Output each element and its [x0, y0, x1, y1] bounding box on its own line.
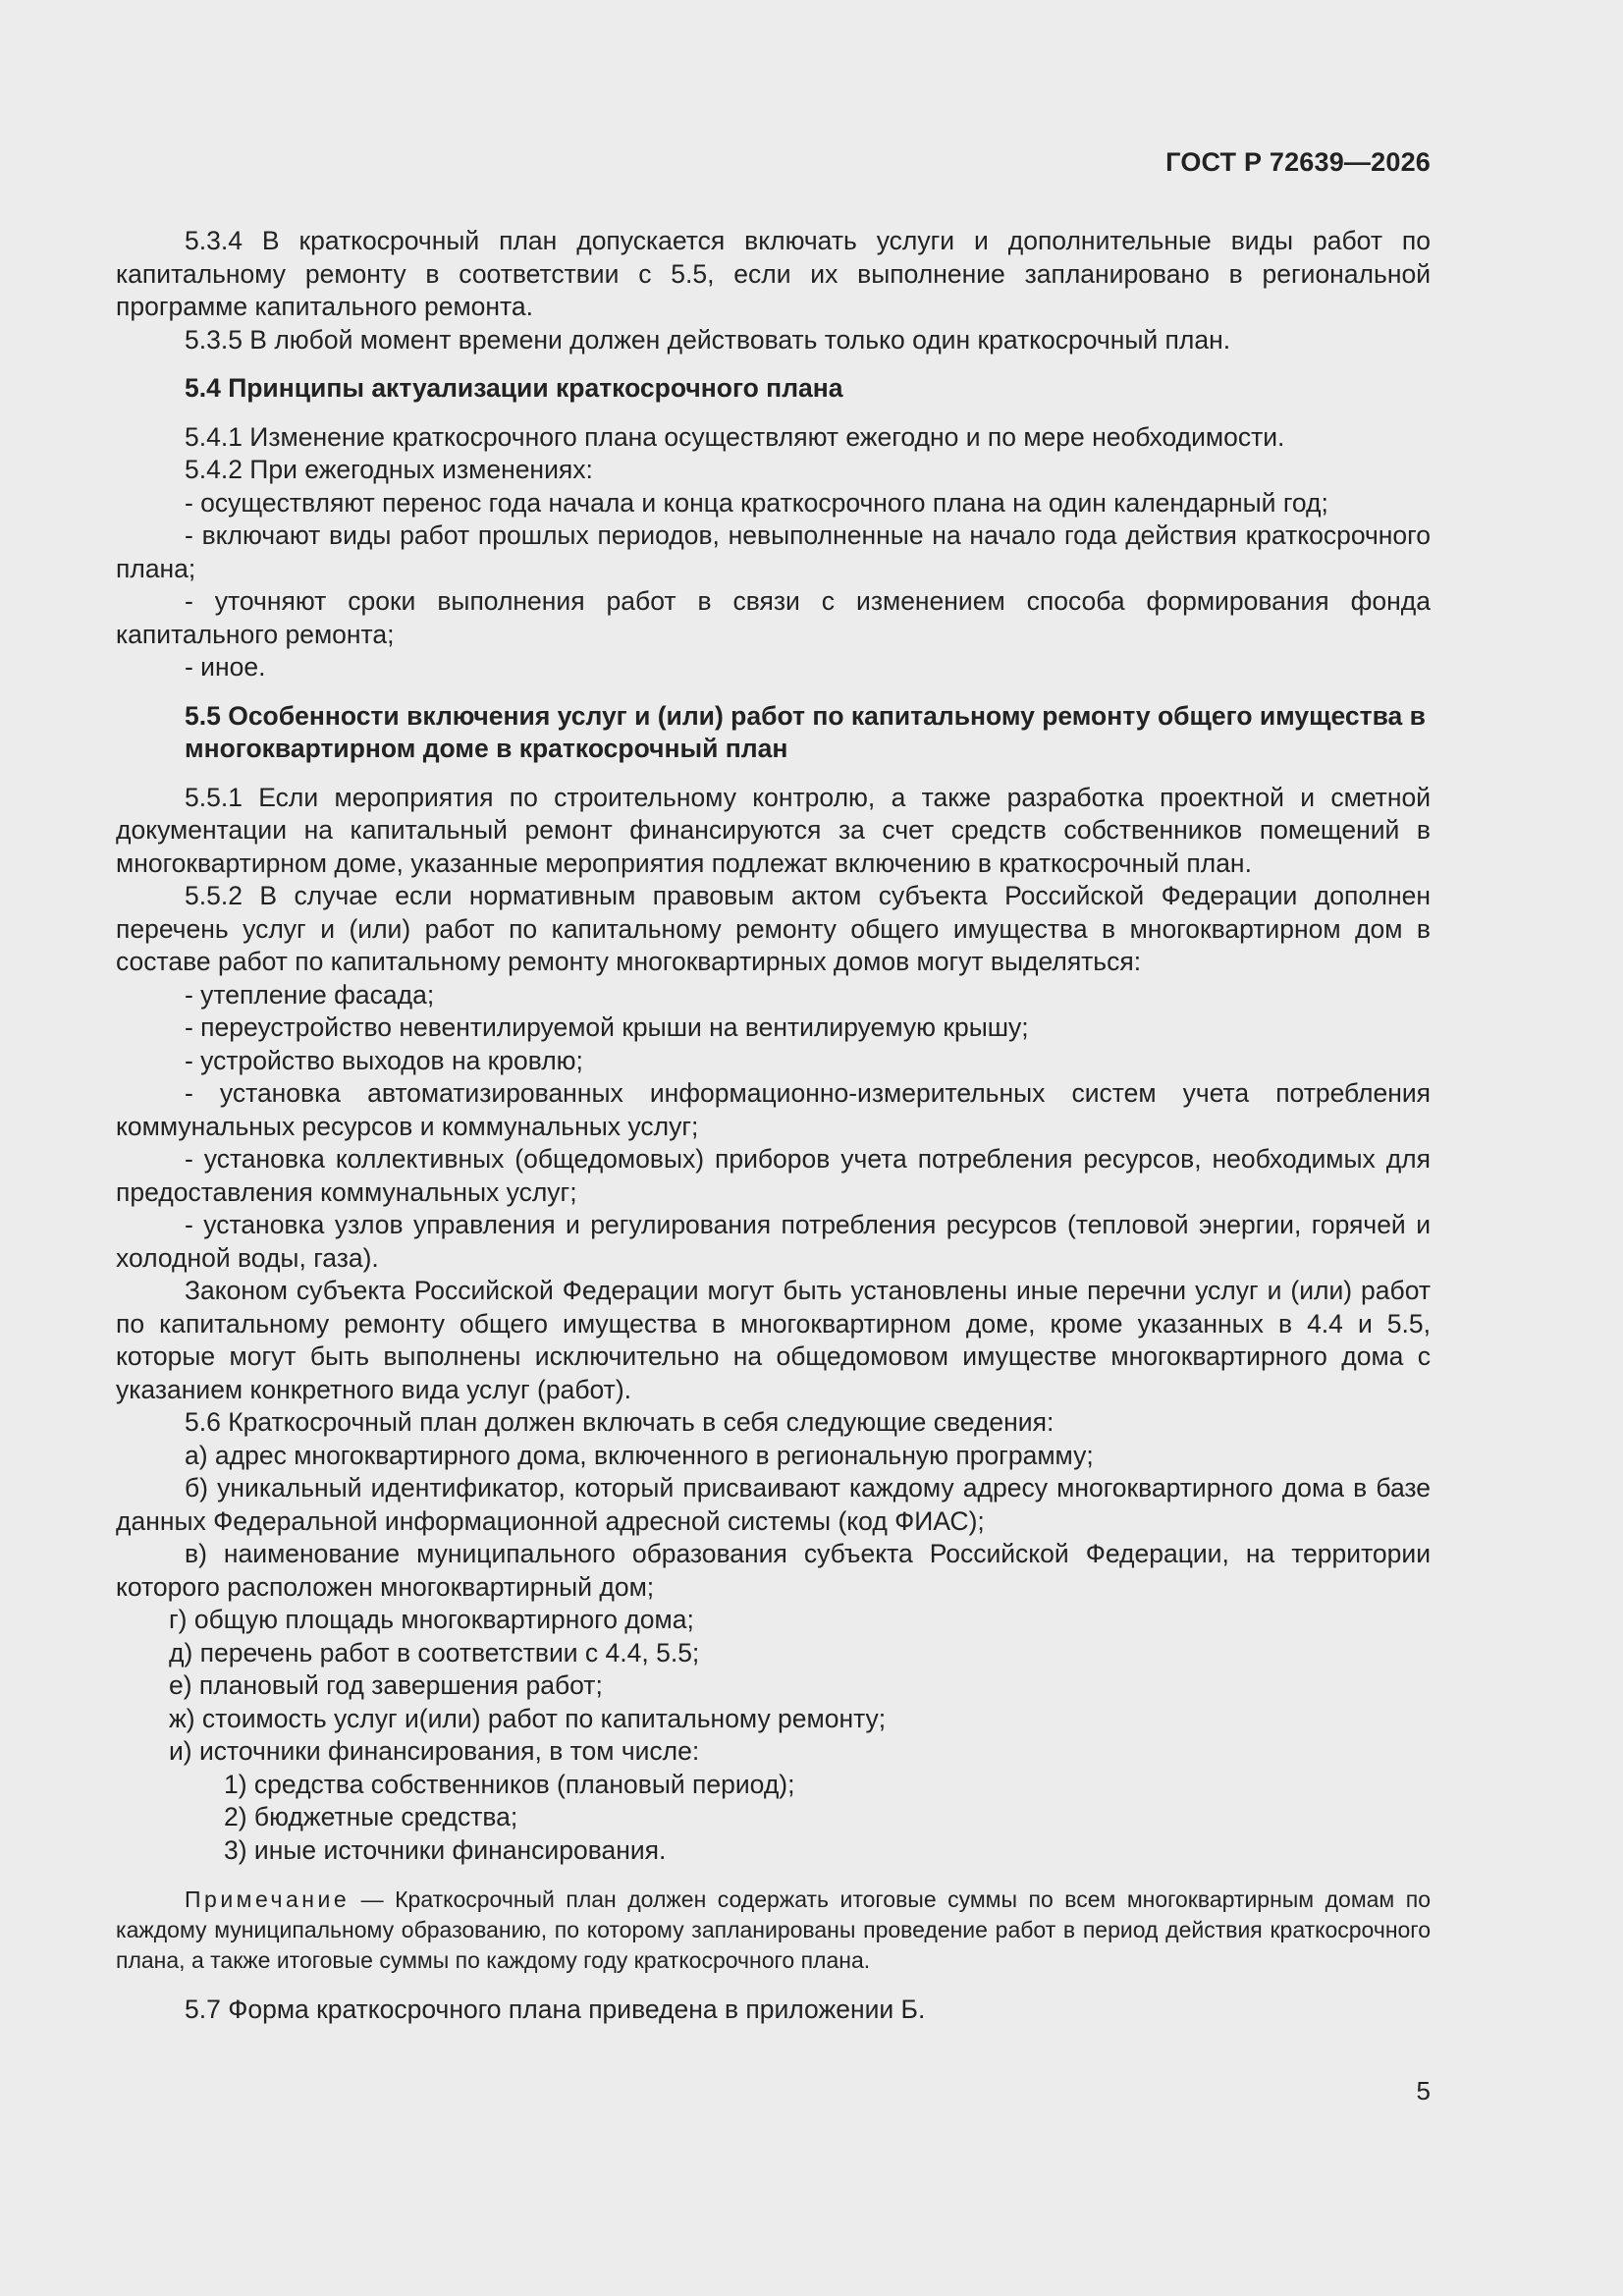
clause-5-3-4: 5.3.4 В краткосрочный план допускается включать услуги и дополнительные виды работ по капитальному ремонту в соответствии с 5.5, если их выполнение запланировано в региональной программе капитального ремонта. — [116, 226, 1431, 321]
list-item: - установка коллективных (общедомовых) приборов учета потребления ресурсов, необходимых для предоставления коммунальных услуг; — [116, 1144, 1431, 1207]
list-item: д) перечень работ в соответствии с 4.4, 5.5; — [169, 1637, 700, 1667]
list-item: - установка автоматизированных информационно-измерительных систем учета потребления коммунальных ресурсов и коммунальных услуг; — [116, 1078, 1431, 1141]
list-item: и) источники финансирования, в том числе: — [169, 1736, 700, 1766]
clause-5-5-2: 5.5.2 В случае если нормативным правовым актом субъекта Российской Федерации дополнен перечень услуг и (или) работ по капитальному ремонту общего имущества в многоквартирном дом в составе работ по капитальному ремонту многоквартирных домов могут выделяться: — [116, 881, 1431, 976]
list-item: - устройство выходов на кровлю; — [185, 1045, 583, 1075]
list-item: - переустройство невентилируемой крыши на вентилируемую крышу; — [185, 1012, 1029, 1042]
list-item: - включают виды работ прошлых периодов, невыполненные на начало года действия краткосрочного плана; — [116, 520, 1431, 583]
sub-list-item: 3) иные источники финансирования. — [224, 1834, 667, 1865]
note-label: Примечание — [185, 1886, 351, 1912]
list-item: - уточняют сроки выполнения работ в связи с изменением способа формирования фонда капитального ремонта; — [116, 586, 1431, 649]
clause-5-5-2-law: Законом субъекта Российской Федерации могут быть установлены иные перечни услуг и (или) работ по капитальному ремонту общего имущества в многоквартирном доме, кроме указанных в 4.4 и 5.5, которые могут быть выполнены исключительно на общедомовом имуществе многоквартирного дома с указанием конкретного вида услуг (работ). — [116, 1276, 1431, 1404]
section-5-5-title: 5.5 Особенности включения услуг и (или) работ по капитальному ремонту общего имущества в многоквартирном доме в краткосрочный план — [185, 700, 1426, 763]
list-item: г) общую площадь многоквартирного дома; — [169, 1605, 694, 1634]
list-item: в) наименование муниципального образования субъекта Российской Федерации, на территории которого расположен многоквартирный дом; — [116, 1539, 1431, 1602]
list-item: а) адрес многоквартирного дома, включенного в региональную программу; — [185, 1440, 1094, 1470]
document-body — [116, 225, 1431, 2027]
section-5-4-title: 5.4 Принципы актуализации краткосрочного плана — [185, 373, 843, 403]
clause-5-5-1: 5.5.1 Если мероприятия по строительному контролю, а также разработка проектной и сметной документации на капитальный ремонт финансируются за счет средств собственников помещений в многоквартирном доме, указанные мероприятия подлежат включению в краткосрочный план. — [116, 782, 1431, 878]
list-item: е) плановый год завершения работ; — [169, 1670, 603, 1700]
list-item: б) уникальный идентификатор, который присваивают каждому адресу многоквартирного дома в базе данных Федеральной информационной адресной системы (код ФИАС); — [116, 1473, 1431, 1536]
sub-list-item: 1) средства собственников (плановый период); — [224, 1769, 795, 1799]
list-item: - осуществляют перенос года начала и конца краткосрочного плана на один календарный год; — [185, 487, 1328, 518]
clause-5-4-1: 5.4.1 Изменение краткосрочного плана осуществляют ежегодно и по мере необходимости. — [185, 421, 1285, 452]
list-item: ж) стоимость услуг и(или) работ по капитальному ремонту; — [169, 1703, 887, 1733]
clause-5-4-2: 5.4.2 При ежегодных изменениях: — [185, 455, 593, 484]
clause-5-7: 5.7 Форма краткосрочного плана приведена в приложении Б. — [185, 1995, 926, 2024]
document-code-header: ГОСТ Р 72639—2026 — [1165, 147, 1431, 177]
list-item: - иное. — [185, 652, 266, 682]
list-item: - утепление фасада; — [185, 979, 435, 1010]
note — [116, 1885, 1431, 1976]
clause-5-3-5: 5.3.5 В любой момент времени должен действовать только один краткосрочный план. — [185, 324, 1231, 355]
page-number: 5 — [1416, 2076, 1431, 2105]
note-text: — Краткосрочный план должен содержать итоговые суммы по всем многоквартирным домам по каждому муниципальному образованию, по которому запланированы проведение работ в период действия краткосрочного плана, а также итоговые суммы по каждому году краткосрочного плана. — [116, 1886, 1431, 1973]
sub-list-item: 2) бюджетные средства; — [224, 1802, 518, 1831]
clause-5-6: 5.6 Краткосрочный план должен включать в себя следующие сведения: — [185, 1407, 1055, 1437]
list-item: - установка узлов управления и регулирования потребления ресурсов (тепловой энергии, горячей и холодной воды, газа). — [116, 1210, 1431, 1273]
